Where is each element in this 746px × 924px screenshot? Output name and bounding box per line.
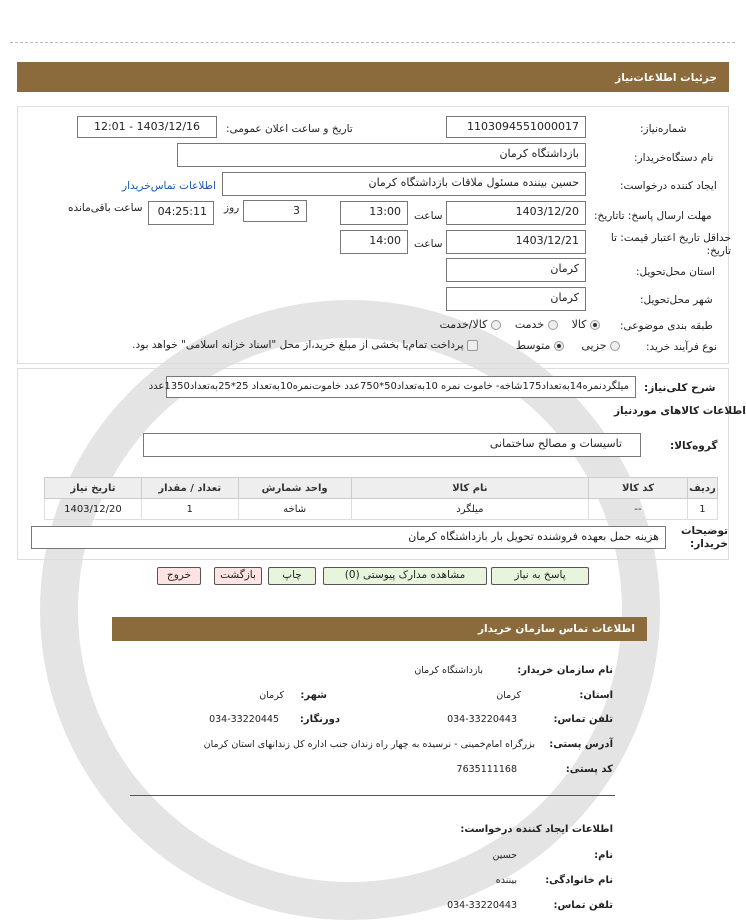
deadline-label: مهلت ارسال پاسخ: تاتاریخ: [594,210,712,222]
need-number-label: شماره‌نیاز: [640,123,687,135]
name-value: حسین [492,850,517,861]
payment-note-row [100,339,478,351]
org-label: نام سازمان خریدار: [517,665,613,676]
table-header-row [45,478,718,499]
process-label: نوع فرآیند خرید: [646,341,717,353]
summary-label: شرح کلی‌نیاز: [644,382,716,394]
validity-time-field: 14:00 [340,230,408,254]
view-docs-button[interactable]: مشاهده مدارک پیوستی (0) [323,567,487,585]
fax-value: 034-33220445 [209,714,279,725]
days-label: روز [224,202,240,214]
announce-field: 1403/12/16 - 12:01 [77,116,217,138]
name-label: نام: [594,850,613,861]
phone-label: تلفن تماس: [553,714,613,725]
reply-button[interactable]: پاسخ به نیاز [491,567,589,585]
category-option-both: کالا/خدمت [439,318,488,331]
org-value: بازداشتگاه کرمان [414,665,483,676]
creator-info-title: اطلاعات ایجاد کننده درخواست: [460,824,613,835]
fax-label: دورنگار: [299,714,340,725]
creator-field: حسین بیننده مسئول ملاقات بازداشتگاه کرمان [222,172,586,196]
page-header [17,62,729,92]
group-label: گروه‌کالا: [670,440,718,452]
remaining-field: 04:25:11 [148,201,214,225]
postal-value: 7635111168 [456,764,517,775]
process-options [480,339,620,352]
exit-button[interactable]: خروج [157,567,201,585]
province-contact-value: کرمان [496,690,521,701]
announce-label: تاریخ و ساعت اعلان عمومی: [226,123,353,135]
need-number-field: 1103094551000017 [446,116,586,138]
col-row: ردیف [687,478,717,499]
col-qty: تعداد / مقدار [141,478,238,499]
city-contact-value: کرمان [259,690,284,701]
notes-label: توضیحات خریدار: [680,525,728,550]
cell-unit: شاخه [238,499,351,520]
creator-phone-value: 034-33220443 [447,900,517,911]
process-radio-minor[interactable] [610,341,620,351]
category-options [420,318,600,331]
buyer-contact-link[interactable]: اطلاعات تماس‌خریدار [122,180,216,192]
col-code: کد کالا [589,478,688,499]
cell-date: 1403/12/20 [45,499,142,520]
deadline-date-field: 1403/12/20 [446,201,586,225]
table-row[interactable] [45,499,718,520]
city-contact-label: شهر: [300,690,327,701]
days-field: 3 [243,200,307,222]
cell-code: -- [589,499,688,520]
city-label: شهر محل‌تحویل: [640,294,713,306]
province-contact-label: استان: [579,690,613,701]
deadline-time-field: 13:00 [340,201,408,225]
cell-name: میلگرد [351,499,588,520]
col-name: نام کالا [351,478,588,499]
contact-header [112,617,647,641]
address-value: بزرگراه امام‌خمینی - نرسیده به چهار راه زندان جنب اداره کل زندانهای استان کرمان [203,739,535,750]
validity-date-field: 1403/12/21 [446,230,586,254]
process-option-medium: متوسط [515,339,551,352]
notes-field: هزینه حمل بعهده فروشنده تحویل بار بازداشتگاه کرمان [31,526,666,549]
address-label: آدرس پستی: [549,739,613,750]
col-unit: واحد شمارش [238,478,351,499]
cell-qty: 1 [141,499,238,520]
deadline-time-label: ساعت [414,210,443,222]
contact-divider [130,795,615,796]
family-value: بیننده [495,875,517,886]
creator-phone-label: تلفن تماس: [553,900,613,911]
buyer-field: بازداشتگاه کرمان [177,143,586,167]
buyer-label: نام دستگاه‌خریدار: [634,152,714,164]
summary-field: میلگرد‌نمره14‌به‌تعداد175شاخه- خاموت نمره 10به‌تعداد50*750عدد خاموت‌نمره10به‌تعداد 25*25به‌تعداد1350عدد [166,376,636,398]
category-option-goods: کالا [571,318,587,331]
print-button[interactable]: چاپ [268,567,316,585]
creator-label: ایجاد کننده درخواست: [620,180,717,192]
postal-label: کد پستی: [565,764,613,775]
goods-info-label: اطلاعات کالاهای موردنیاز [614,405,746,417]
validity-time-label: ساعت [414,238,443,250]
items-table [44,477,718,520]
phone-value: 034-33220443 [447,714,517,725]
province-label: استان محل‌تحویل: [636,266,716,278]
family-label: نام خانوادگی: [545,875,613,886]
process-radio-medium[interactable] [554,341,564,351]
category-option-service: خدمت [514,318,545,331]
remaining-label: ساعت باقی‌مانده [68,202,143,214]
process-option-minor: جزیی [581,339,607,352]
cell-row: 1 [687,499,717,520]
contact-title: اطلاعات تماس سازمان خریدار [478,623,635,635]
payment-note: پرداخت تمام‌یا بخشی از مبلغ خرید،از محل "اسناد خزانه اسلامی" خواهد بود. [132,339,464,351]
col-date: تاریخ نیاز [45,478,142,499]
province-field: کرمان [446,258,586,282]
page-title: جزئیات اطلاعات‌نیاز [615,72,717,84]
category-label: طبقه بندی موضوعی: [620,320,713,332]
treasury-checkbox[interactable] [467,340,478,351]
city-field: کرمان [446,287,586,311]
category-radio-both[interactable] [491,320,501,330]
min-validity-label: حداقل تاریخ اعتبار قیمت: تا تاریخ: [610,232,731,257]
category-radio-service[interactable] [548,320,558,330]
group-field: تاسیسات و مصالح ساختمانی [143,433,641,457]
back-button[interactable]: بازگشت [214,567,262,585]
top-divider [10,42,735,43]
category-radio-goods[interactable] [590,320,600,330]
